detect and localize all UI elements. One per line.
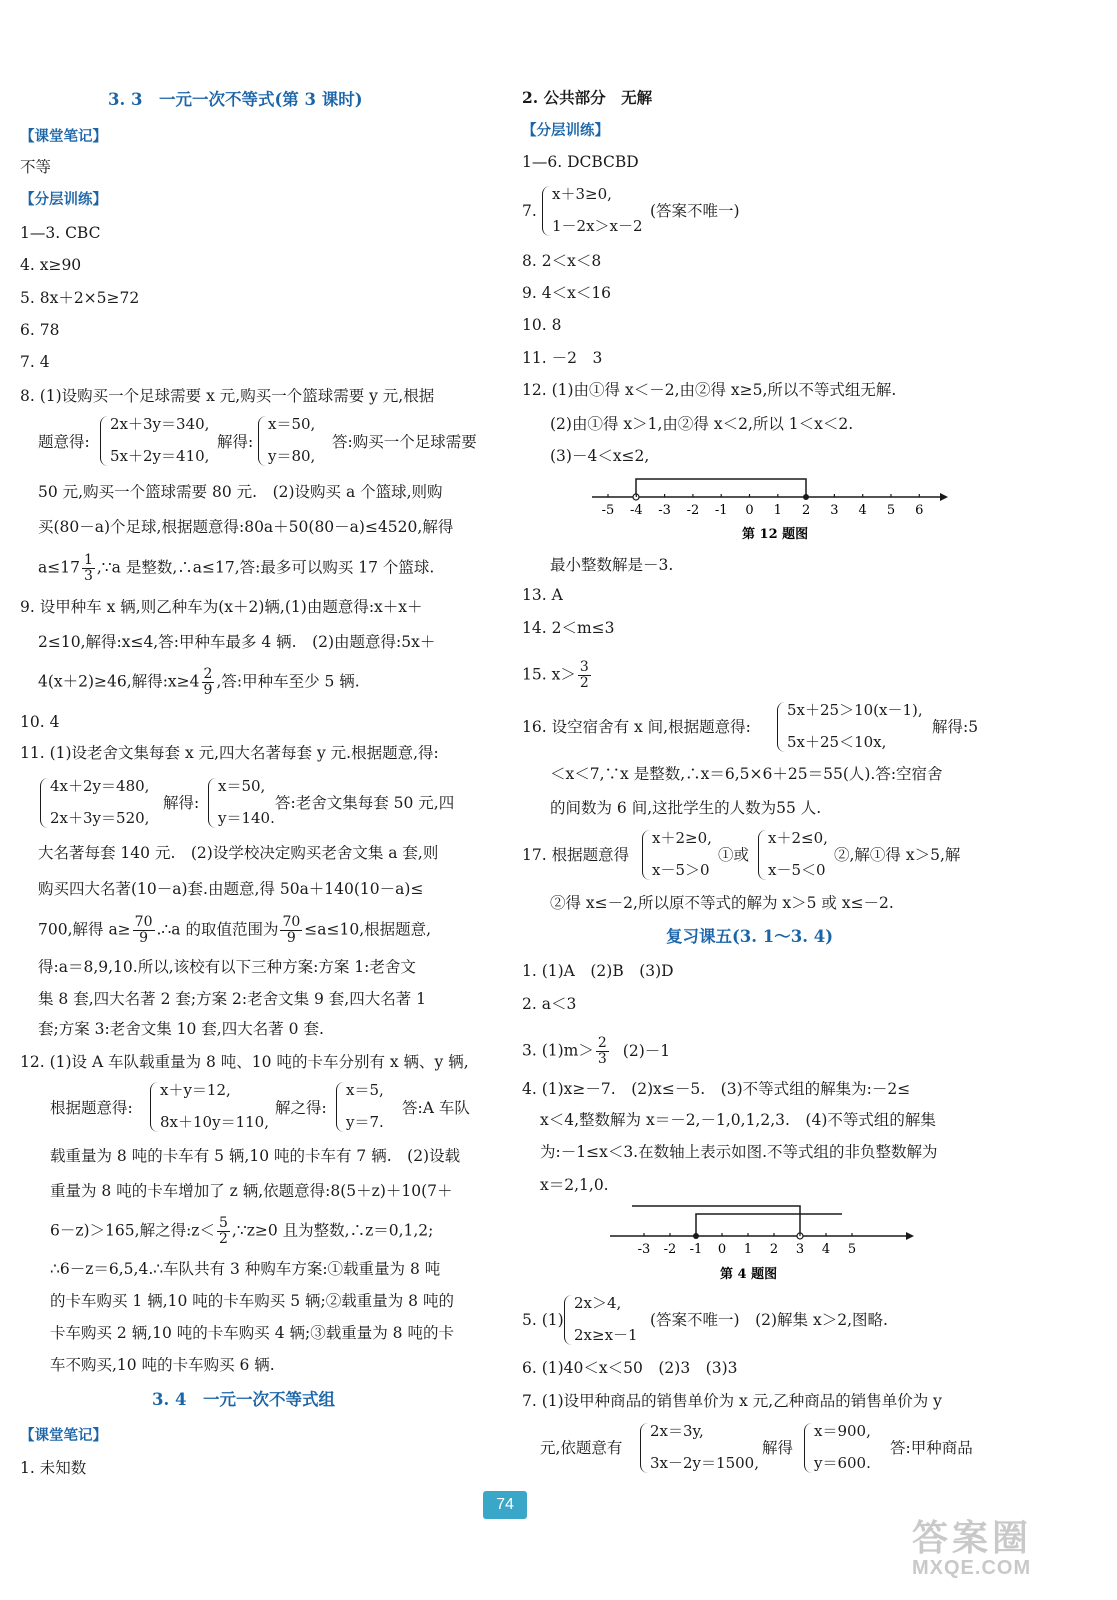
numerator: 70 — [134, 914, 153, 930]
equation-row: x＋2≤0, — [768, 829, 828, 847]
answer-12-line4: 重量为 8 吨的卡车增加了 z 辆,依题意得:8(5＋z)＋10(7＋ — [50, 1182, 453, 1200]
text: 6－z)＞165,解之得:z＜ — [50, 1221, 215, 1240]
answer-9: 9. 4＜x＜16 — [522, 284, 612, 302]
range-lower — [696, 1214, 842, 1236]
answer-12-line2b: 解之得: — [275, 1099, 327, 1117]
tick-label: 0 — [745, 503, 754, 518]
answer-7-label: 7. — [522, 202, 537, 220]
tick-label: 1 — [743, 1242, 753, 1257]
answer-8-line1: 8. (1)设购买一个足球需要 x 元,购买一个篮球需要 y 元,根据 — [20, 387, 435, 405]
answer-11: 11. －2 3 — [522, 349, 603, 367]
tick-label: 1 — [773, 503, 782, 518]
brace — [758, 830, 767, 880]
equation-row: 2x＋3y＝340, — [110, 415, 210, 433]
text: 4(x＋2)≥46,解得:x≥4 — [38, 672, 200, 691]
fraction — [82, 553, 95, 584]
answer-5: 5. 8x＋2×5≥72 — [20, 289, 140, 307]
equation-row: 2x＋3y＝520, — [50, 809, 150, 827]
denominator: 2 — [579, 675, 589, 691]
tick-label: 3 — [795, 1242, 805, 1257]
equation-row: 5x＋25＜10x, — [787, 733, 887, 751]
equation-row: 2x＞4, — [574, 1294, 622, 1312]
tick-label: -2 — [663, 1242, 677, 1257]
answer-10: 10. 8 — [522, 316, 562, 334]
answer-10: 10. 4 — [20, 713, 60, 731]
text: 15. x＞ — [522, 665, 576, 684]
equation-row: x＝5, — [346, 1081, 384, 1099]
answer-13: 13. A — [522, 586, 563, 604]
answer-16-line1b: 解得:5 — [932, 718, 979, 736]
text: ,∵a 是整数,∴a≤17,答:最多可以购买 17 个篮球. — [96, 558, 435, 577]
answer-12-line5 — [50, 1216, 433, 1247]
review-answer-4-line4: x＝2,1,0. — [540, 1176, 609, 1194]
text: .∴a 的取值范围为 — [156, 920, 279, 939]
answer-1-3: 1—3. CBC — [20, 224, 101, 242]
text: ,答:甲种车至少 5 辆. — [216, 672, 360, 691]
fraction — [578, 660, 591, 691]
number-line-4 — [610, 1200, 930, 1284]
watermark-top: 答案圈 — [912, 1517, 1033, 1558]
answer-11-line1: 11. (1)设老舍文集每套 x 元,四大名著每套 y 元.根据题意,得: — [20, 744, 439, 762]
figure-caption: 第 12 题图 — [742, 527, 809, 542]
equation-row: 2x＝3y, — [650, 1422, 704, 1440]
brace — [100, 416, 109, 466]
review-answer-3 — [522, 1036, 670, 1067]
equation-row: x－5＞0 — [652, 861, 710, 879]
answer-12-line2a: 根据题意得: — [50, 1099, 133, 1117]
answer-12-line3: 载重量为 8 吨的卡车有 5 辆,10 吨的卡车有 7 辆. (2)设载 — [50, 1147, 461, 1165]
equation-row: x＝50, — [268, 415, 316, 433]
brace — [804, 1423, 813, 1473]
text: 700,解得 a≥ — [38, 920, 131, 939]
brace — [642, 830, 651, 880]
answer-1-6: 1—6. DCBCBD — [522, 153, 639, 171]
answer-12-line7: 的卡车购买 1 辆,10 吨的卡车购买 5 辆;②载重量为 8 吨的 — [50, 1292, 454, 1310]
answer-8-line2c: 答:购买一个足球需要 — [332, 433, 477, 451]
brace — [150, 1082, 159, 1132]
figure-caption: 第 4 题图 — [720, 1267, 778, 1282]
review-answer-6: 6. (1)40＜x＜50 (2)3 (3)3 — [522, 1359, 738, 1377]
brace — [564, 1295, 573, 1345]
numerator: 5 — [218, 1215, 228, 1231]
answer-16-line1a: 16. 设空宿舍有 x 间,根据题意得: — [522, 718, 751, 736]
number-line-12 — [592, 472, 952, 544]
answer-8-line3: 50 元,购买一个篮球需要 80 元. (2)设购买 a 个篮球,则购 — [38, 483, 443, 501]
equation-row: y＝7. — [346, 1113, 384, 1131]
answer-15 — [522, 660, 593, 691]
equation-row: x－5＜0 — [768, 861, 826, 879]
answer-12-line2c: 答:A 车队 — [402, 1099, 470, 1117]
answer-14: 14. 2＜m≤3 — [522, 619, 615, 637]
answer-11-line2a: 解得: — [163, 794, 200, 812]
equation-row: 5x＋25＞10(x－1), — [787, 701, 923, 719]
equation-row: 4x＋2y＝480, — [50, 777, 150, 795]
answer-8: 8. 2＜x＜8 — [522, 252, 602, 270]
fraction — [217, 1216, 230, 1247]
tick-label: -1 — [689, 1242, 703, 1257]
answer-9-line1: 9. 设甲种车 x 辆,则乙种车为(x＋2)辆,(1)由题意得:x＋x＋ — [20, 598, 423, 616]
equation-row: y＝80, — [268, 447, 316, 465]
brace — [40, 778, 49, 828]
notes2-answer-1: 1. 未知数 — [20, 1459, 87, 1477]
answer-2: 2. 公共部分 无解 — [522, 88, 653, 107]
review-answer-4-line3: 为:－1≤x＜3.在数轴上表示如图.不等式组的非负整数解为 — [540, 1143, 938, 1161]
answer-6: 6. 78 — [20, 321, 60, 339]
axis-arrow — [940, 493, 948, 501]
equation-row: x＋y＝12, — [160, 1081, 231, 1099]
numerator: 1 — [83, 552, 93, 568]
answer-11-line6: 得:a＝8,9,10.所以,该校有以下三种方案:方案 1:老舍文 — [38, 958, 416, 976]
text: a≤17 — [38, 558, 80, 577]
tick-label: 4 — [858, 503, 867, 518]
denominator: 3 — [83, 568, 93, 584]
answer-7-note: (答案不唯一) — [650, 202, 740, 220]
answer-17-line1b: ①或 — [718, 846, 750, 864]
tick-label: 0 — [717, 1242, 727, 1257]
equation-row: 5x＋2y＝410, — [110, 447, 210, 465]
answer-12-line1: 12. (1)由①得 x＜－2,由②得 x≥5,所以不等式组无解. — [522, 381, 897, 399]
brace — [336, 1082, 345, 1132]
answer-4: 4. x≥90 — [20, 256, 82, 274]
fraction — [596, 1036, 609, 1067]
numerator: 70 — [282, 914, 301, 930]
answer-8-line5 — [38, 553, 434, 584]
tick-label: 2 — [769, 1242, 779, 1257]
answer-12-line6: ∴6－z＝6,5,4.∴车队共有 3 种购车方案:①载重量为 8 吨 — [50, 1260, 441, 1278]
answer-11-line8: 套;方案 3:老舍文集 10 套,四大名著 0 套. — [38, 1020, 324, 1038]
text: ,∵z≥0 且为整数,∴z＝0,1,2; — [231, 1221, 434, 1240]
review-answer-7-line2c: 答:甲种商品 — [890, 1439, 973, 1457]
brace — [208, 778, 217, 828]
review-answer-7-line2b: 解得 — [762, 1439, 794, 1457]
numerator: 2 — [203, 666, 213, 682]
layered-training-tag: 【分层训练】 — [522, 122, 609, 139]
class-notes-tag: 【课堂笔记】 — [20, 128, 107, 145]
review-answer-2: 2. a＜3 — [522, 995, 577, 1013]
equation-row: x＝900, — [814, 1422, 871, 1440]
numerator: 3 — [579, 659, 589, 675]
notes-text: 不等 — [20, 158, 52, 176]
tick-label: -5 — [601, 503, 615, 518]
brace — [258, 416, 267, 466]
tick-label: 3 — [830, 503, 839, 518]
watermark-logo — [912, 1510, 1032, 1580]
equation-row: x＝50, — [218, 777, 266, 795]
fraction — [202, 667, 215, 698]
answer-11-line3: 大名著每套 140 元. (2)设学校决定购买老舍文集 a 套,则 — [38, 844, 439, 862]
range-upper — [632, 1206, 800, 1236]
answer-11-line7: 集 8 套,四大名著 2 套;方案 2:老舍文集 9 套,四大名著 1 — [38, 990, 427, 1008]
text: ≤a≤10,根据题意, — [304, 920, 432, 939]
denominator: 2 — [218, 1231, 228, 1247]
answer-11-line5 — [38, 915, 431, 946]
answer-17-line2: ②得 x≤－2,所以原不等式的解为 x＞5 或 x≤－2. — [550, 894, 894, 912]
answer-9-line2: 2≤10,解得:x≤4,答:甲种车最多 4 辆. (2)由题意得:5x＋ — [38, 633, 436, 651]
text: 3. (1)m＞ — [522, 1041, 594, 1060]
tick-label: 2 — [801, 503, 811, 518]
axis-arrow — [906, 1232, 914, 1240]
equation-row: 1－2x＞x－2 — [552, 217, 643, 235]
brace — [640, 1423, 649, 1473]
answer-9-line3 — [38, 667, 360, 698]
equation-row: y＝140. — [218, 809, 275, 827]
equation-row: x＋3≥0, — [552, 185, 612, 203]
layered-training-tag: 【分层训练】 — [20, 191, 107, 208]
tick-label: -4 — [629, 503, 643, 518]
tick-label: 5 — [886, 503, 896, 518]
brace — [777, 702, 786, 752]
answer-12-line8: 卡车购买 2 辆,10 吨的卡车购买 4 辆;③载重量为 8 吨的卡 — [50, 1324, 454, 1342]
numerator: 2 — [597, 1035, 607, 1051]
answer-12-line3: (3)－4＜x≤2, — [550, 447, 650, 465]
answer-16-line3: 的间数为 6 间,这批学生的人数为55 人. — [550, 799, 822, 817]
denominator: 9 — [139, 930, 149, 946]
equation-row: y＝600. — [814, 1454, 871, 1472]
class-notes-tag: 【课堂笔记】 — [20, 1427, 107, 1444]
answer-8-line2a: 题意得: — [38, 433, 90, 451]
review-answer-4-line2: x＜4,整数解为 x＝－2,－1,0,1,2,3. (4)不等式组的解集 — [540, 1111, 936, 1129]
fraction — [280, 915, 302, 946]
denominator: 9 — [286, 930, 296, 946]
answer-11-line4: 购买四大名著(10－a)套.由题意,得 50a＋140(10－a)≤ — [38, 880, 424, 898]
tick-label: 6 — [915, 503, 924, 518]
answer-17-line1a: 17. 根据题意得 — [522, 846, 630, 864]
equation-row: 8x＋10y＝110, — [160, 1113, 269, 1131]
tick-label: 5 — [847, 1242, 857, 1257]
watermark-bottom: MXQE.COM — [912, 1557, 1032, 1579]
review-answer-4-line1: 4. (1)x≥－7. (2)x≤－5. (3)不等式组的解集为:－2≤ — [522, 1080, 911, 1098]
denominator: 3 — [597, 1051, 607, 1067]
answer-8-line2b: 解得: — [217, 433, 254, 451]
tick-label: -3 — [658, 503, 671, 518]
brace — [542, 186, 551, 236]
answer-16-line2: ＜x＜7,∵x 是整数,∴x＝6,5×6＋25＝55(人).答:空宿舍 — [550, 765, 943, 783]
answer-12-line9: 车不购买,10 吨的卡车购买 6 辆. — [50, 1356, 275, 1374]
equation-row: x＋2≥0, — [652, 829, 712, 847]
tick-label: 4 — [821, 1242, 831, 1257]
equation-row: 3x－2y＝1500, — [650, 1454, 759, 1472]
equation-row: 2x≥x－1 — [574, 1326, 638, 1344]
denominator: 9 — [203, 682, 213, 698]
answer-8-line4: 买(80－a)个足球,根据题意得:80a＋50(80－a)≤4520,解得 — [38, 518, 454, 536]
review-answer-5-rest: (答案不唯一) (2)解集 x＞2,图略. — [650, 1311, 888, 1329]
answer-12-line4: 最小整数解是－3. — [550, 556, 674, 574]
tick-label: -2 — [686, 503, 700, 518]
section2-title: 3. 4 一元一次不等式组 — [152, 1390, 335, 1409]
answer-17-line1c: ②,解①得 x＞5,解 — [834, 846, 961, 864]
review-answer-1: 1. (1)A (2)B (3)D — [522, 962, 674, 980]
answer-12-line2: (2)由①得 x＞1,由②得 x＜2,所以 1＜x＜2. — [550, 415, 854, 433]
review-answer-7-line1: 7. (1)设甲种商品的销售单价为 x 元,乙种商品的销售单价为 y — [522, 1392, 942, 1410]
answer-7: 7. 4 — [20, 353, 50, 371]
review-answer-7-line2a: 元,依题意有 — [540, 1439, 623, 1457]
tick-label: -1 — [714, 503, 728, 518]
section-title: 3. 3 一元一次不等式(第 3 课时) — [108, 90, 363, 109]
page-number: 74 — [483, 1491, 527, 1519]
answer-11-line2b: 答:老舍文集每套 50 元,四 — [275, 794, 455, 812]
answer-12-line1: 12. (1)设 A 车队载重量为 8 吨、10 吨的卡车分别有 x 辆、y 辆, — [20, 1053, 469, 1071]
fraction — [133, 915, 155, 946]
review-title: 复习课五(3. 1～3. 4) — [666, 927, 834, 946]
tick-label: -3 — [637, 1242, 651, 1257]
text: (2)－1 — [622, 1041, 671, 1060]
review-answer-5-label: 5. (1) — [522, 1311, 564, 1329]
